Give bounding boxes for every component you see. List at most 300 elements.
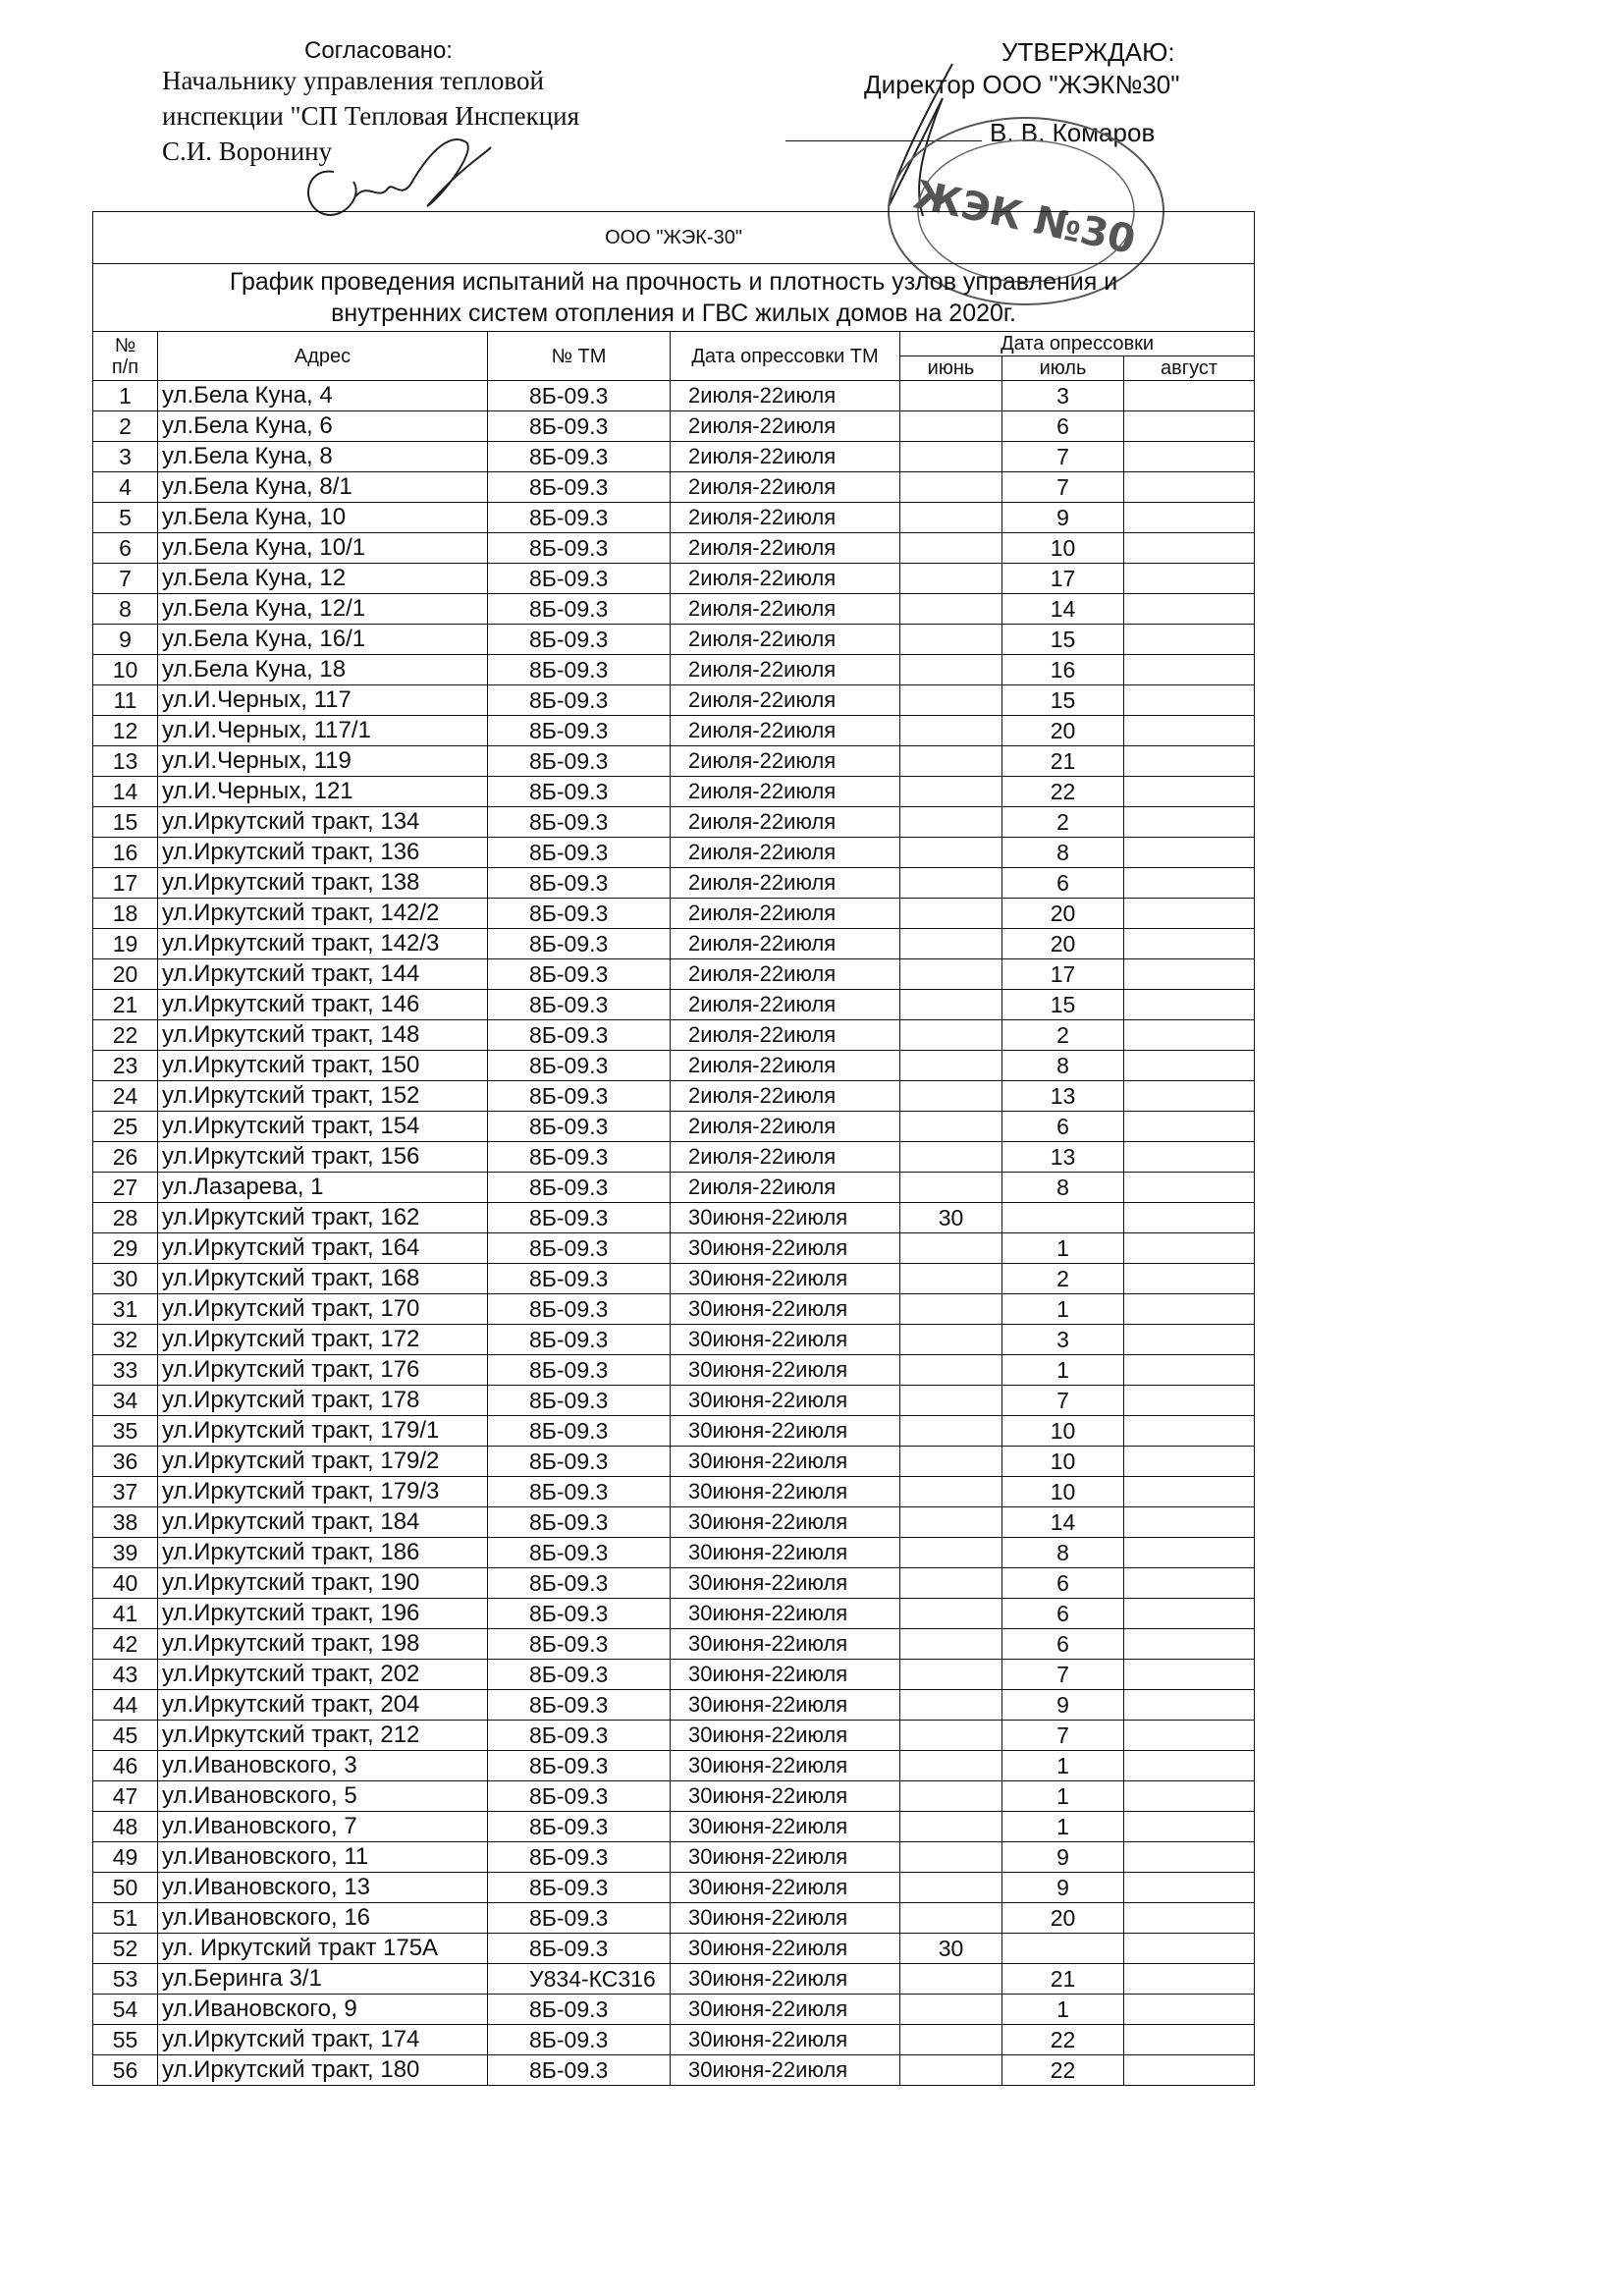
- row-number: 27: [93, 1173, 158, 1203]
- row-date: 30июня-22июля: [671, 1477, 900, 1507]
- table-row: [93, 1873, 1255, 1903]
- row-number: 51: [93, 1903, 158, 1934]
- row-tm: 8Б-09.3: [488, 1721, 671, 1751]
- row-august: [1124, 1568, 1255, 1599]
- table-row: [93, 1842, 1255, 1873]
- row-date: 2июля-22июля: [671, 1020, 900, 1051]
- row-tm: 8Б-09.3: [488, 777, 671, 807]
- table-row: [93, 472, 1255, 503]
- row-date: 2июля-22июля: [671, 716, 900, 746]
- row-tm: 8Б-09.3: [488, 1873, 671, 1903]
- row-tm: 8Б-09.3: [488, 1842, 671, 1873]
- row-august: [1124, 564, 1255, 594]
- table-row: [93, 1812, 1255, 1842]
- stamp-text: ЖЭК №30: [909, 172, 1140, 264]
- row-june: [900, 1751, 1002, 1781]
- row-date: 30июня-22июля: [671, 1355, 900, 1386]
- row-number: 11: [93, 685, 158, 716]
- row-july: 16: [1002, 655, 1124, 685]
- table-row: [93, 2025, 1255, 2055]
- row-number: 8: [93, 594, 158, 625]
- row-june: [900, 1721, 1002, 1751]
- row-date: 2июля-22июля: [671, 503, 900, 533]
- row-july: 1: [1002, 1751, 1124, 1781]
- row-address: ул.Иркутский тракт, 136: [158, 838, 488, 868]
- row-address: ул.Иркутский тракт, 142/3: [158, 929, 488, 959]
- row-address: ул.Бела Куна, 10/1: [158, 533, 488, 564]
- row-address: ул.Иркутский тракт, 174: [158, 2025, 488, 2055]
- row-july: 8: [1002, 838, 1124, 868]
- row-june: [900, 1264, 1002, 1294]
- table-row: [93, 777, 1255, 807]
- row-tm: 8Б-09.3: [488, 472, 671, 503]
- row-tm: 8Б-09.3: [488, 959, 671, 990]
- row-date: 2июля-22июля: [671, 472, 900, 503]
- row-august: [1124, 594, 1255, 625]
- row-tm: 8Б-09.3: [488, 1934, 671, 1964]
- row-august: [1124, 1294, 1255, 1325]
- row-june: [900, 1112, 1002, 1142]
- row-number: 45: [93, 1721, 158, 1751]
- table-row: [93, 929, 1255, 959]
- row-date: 2июля-22июля: [671, 564, 900, 594]
- table-row: [93, 807, 1255, 838]
- row-august: [1124, 381, 1255, 411]
- table-body: [93, 381, 1255, 2086]
- row-address: ул.Иркутский тракт, 156: [158, 1142, 488, 1173]
- row-august: [1124, 1325, 1255, 1355]
- row-date: 30июня-22июля: [671, 1751, 900, 1781]
- row-address: ул.Иркутский тракт, 152: [158, 1081, 488, 1112]
- row-address: ул.Иркутский тракт, 180: [158, 2055, 488, 2086]
- row-number: 25: [93, 1112, 158, 1142]
- row-tm: 8Б-09.3: [488, 2055, 671, 2086]
- row-address: ул.Иркутский тракт, 186: [158, 1538, 488, 1568]
- row-july: 9: [1002, 1873, 1124, 1903]
- row-address: ул.Иркутский тракт, 190: [158, 1568, 488, 1599]
- table-row: [93, 1325, 1255, 1355]
- table-row: [93, 1934, 1255, 1964]
- row-date: 2июля-22июля: [671, 533, 900, 564]
- row-june: [900, 1873, 1002, 1903]
- row-july: 21: [1002, 746, 1124, 777]
- row-tm: 8Б-09.3: [488, 1416, 671, 1447]
- row-august: [1124, 1507, 1255, 1538]
- row-number: 43: [93, 1660, 158, 1690]
- row-june: 30: [900, 1203, 1002, 1233]
- row-address: ул.Беринга 3/1: [158, 1964, 488, 1995]
- row-august: [1124, 1386, 1255, 1416]
- table-row: [93, 1355, 1255, 1386]
- row-tm: 8Б-09.3: [488, 1751, 671, 1781]
- row-june: [900, 1781, 1002, 1812]
- row-june: [900, 503, 1002, 533]
- row-date: 2июля-22июля: [671, 838, 900, 868]
- row-address: ул.Ивановского, 11: [158, 1842, 488, 1873]
- table-row: [93, 533, 1255, 564]
- row-july: 15: [1002, 990, 1124, 1020]
- row-address: ул.Иркутский тракт, 176: [158, 1355, 488, 1386]
- row-tm: 8Б-09.3: [488, 594, 671, 625]
- confirm-label: УТВЕРЖДАЮ:: [1001, 37, 1175, 67]
- row-date: 30июня-22июля: [671, 1629, 900, 1660]
- row-june: [900, 899, 1002, 929]
- row-june: [900, 2025, 1002, 2055]
- row-june: [900, 1538, 1002, 1568]
- row-number: 10: [93, 655, 158, 685]
- table-row: [93, 655, 1255, 685]
- row-july: 8: [1002, 1051, 1124, 1081]
- row-august: [1124, 1751, 1255, 1781]
- row-tm: 8Б-09.3: [488, 1203, 671, 1233]
- row-tm: 8Б-09.3: [488, 1690, 671, 1721]
- row-number: 17: [93, 868, 158, 899]
- row-june: [900, 838, 1002, 868]
- row-july: 1: [1002, 1812, 1124, 1842]
- row-june: [900, 1599, 1002, 1629]
- row-date: 2июля-22июля: [671, 1051, 900, 1081]
- row-address: ул.Иркутский тракт, 179/3: [158, 1477, 488, 1507]
- row-august: [1124, 411, 1255, 442]
- row-number: 32: [93, 1325, 158, 1355]
- table-row: [93, 1386, 1255, 1416]
- row-tm: 8Б-09.3: [488, 685, 671, 716]
- row-july: 6: [1002, 1112, 1124, 1142]
- row-tm: 8Б-09.3: [488, 1660, 671, 1690]
- row-july: 6: [1002, 1599, 1124, 1629]
- row-june: [900, 1568, 1002, 1599]
- row-address: ул.Иркутский тракт, 202: [158, 1660, 488, 1690]
- row-july: 9: [1002, 503, 1124, 533]
- col-header-june: июнь: [900, 356, 1002, 381]
- table-row: [93, 1020, 1255, 1051]
- row-date: 2июля-22июля: [671, 868, 900, 899]
- row-date: 2июля-22июля: [671, 990, 900, 1020]
- col-header-august: август: [1124, 356, 1255, 381]
- row-august: [1124, 1842, 1255, 1873]
- table-row: [93, 899, 1255, 929]
- row-address: ул.Иркутский тракт, 134: [158, 807, 488, 838]
- row-number: 40: [93, 1568, 158, 1599]
- row-number: 19: [93, 929, 158, 959]
- row-august: [1124, 1873, 1255, 1903]
- row-august: [1124, 1599, 1255, 1629]
- row-tm: 8Б-09.3: [488, 1477, 671, 1507]
- table-row: [93, 381, 1255, 411]
- row-tm: 8Б-09.3: [488, 929, 671, 959]
- row-date: 30июня-22июля: [671, 1386, 900, 1416]
- table-row: [93, 1995, 1255, 2025]
- row-address: ул.Ивановского, 9: [158, 1995, 488, 2025]
- table-row: [93, 838, 1255, 868]
- row-date: 2июля-22июля: [671, 929, 900, 959]
- row-june: [900, 777, 1002, 807]
- row-tm: 8Б-09.3: [488, 838, 671, 868]
- row-august: [1124, 1903, 1255, 1934]
- row-july: 8: [1002, 1173, 1124, 1203]
- col-header-group: Дата опрессовки: [900, 332, 1255, 356]
- row-date: 2июля-22июля: [671, 411, 900, 442]
- row-number: 16: [93, 838, 158, 868]
- row-june: [900, 411, 1002, 442]
- row-number: 30: [93, 1264, 158, 1294]
- row-july: [1002, 1203, 1124, 1233]
- table-row: [93, 1142, 1255, 1173]
- row-august: [1124, 1690, 1255, 1721]
- row-july: 13: [1002, 1081, 1124, 1112]
- row-number: 6: [93, 533, 158, 564]
- org-row: [93, 212, 1255, 264]
- row-date: 30июня-22июля: [671, 1203, 900, 1233]
- row-date: 30июня-22июля: [671, 1903, 900, 1934]
- row-july: 20: [1002, 716, 1124, 746]
- row-date: 30июня-22июля: [671, 1416, 900, 1447]
- row-number: 29: [93, 1233, 158, 1264]
- row-july: 10: [1002, 1416, 1124, 1447]
- row-june: [900, 1447, 1002, 1477]
- row-address: ул.Иркутский тракт, 144: [158, 959, 488, 990]
- row-address: ул.Иркутский тракт, 138: [158, 868, 488, 899]
- table-row: [93, 1477, 1255, 1507]
- row-july: 20: [1002, 929, 1124, 959]
- table-row: [93, 1629, 1255, 1660]
- row-august: [1124, 1964, 1255, 1995]
- row-tm: 8Б-09.3: [488, 655, 671, 685]
- row-august: [1124, 1477, 1255, 1507]
- row-address: ул.Иркутский тракт, 142/2: [158, 899, 488, 929]
- row-number: 2: [93, 411, 158, 442]
- col-header-tm: № ТМ: [488, 332, 671, 381]
- row-july: 1: [1002, 1781, 1124, 1812]
- row-august: [1124, 1629, 1255, 1660]
- row-date: 30июня-22июля: [671, 1873, 900, 1903]
- row-july: 14: [1002, 594, 1124, 625]
- table-row: [93, 1964, 1255, 1995]
- row-july: 10: [1002, 533, 1124, 564]
- row-july: 15: [1002, 625, 1124, 655]
- row-address: ул.Иркутский тракт, 170: [158, 1294, 488, 1325]
- row-number: 46: [93, 1751, 158, 1781]
- row-june: [900, 1294, 1002, 1325]
- row-july: 15: [1002, 685, 1124, 716]
- row-tm: 8Б-09.3: [488, 1051, 671, 1081]
- row-tm: 8Б-09.3: [488, 899, 671, 929]
- table-row: [93, 1568, 1255, 1599]
- row-date: 2июля-22июля: [671, 1112, 900, 1142]
- row-july: 1: [1002, 1355, 1124, 1386]
- row-august: [1124, 1081, 1255, 1112]
- row-june: [900, 1903, 1002, 1934]
- row-tm: 8Б-09.3: [488, 1264, 671, 1294]
- table-row: [93, 1112, 1255, 1142]
- row-august: [1124, 807, 1255, 838]
- table-row: [93, 959, 1255, 990]
- row-tm: 8Б-09.3: [488, 1507, 671, 1538]
- row-tm: 8Б-09.3: [488, 2025, 671, 2055]
- row-tm: 8Б-09.3: [488, 1294, 671, 1325]
- row-july: 10: [1002, 1447, 1124, 1477]
- row-date: 30июня-22июля: [671, 1599, 900, 1629]
- row-july: 7: [1002, 1660, 1124, 1690]
- col-header-address: Адрес: [158, 332, 488, 381]
- row-june: [900, 472, 1002, 503]
- row-tm: 8Б-09.3: [488, 1538, 671, 1568]
- row-tm: 8Б-09.3: [488, 1629, 671, 1660]
- document-title: [93, 264, 1255, 332]
- row-august: [1124, 1020, 1255, 1051]
- row-number: 21: [93, 990, 158, 1020]
- row-july: 6: [1002, 411, 1124, 442]
- row-address: ул.Ивановского, 5: [158, 1781, 488, 1812]
- row-address: ул.И.Черных, 119: [158, 746, 488, 777]
- row-number: 1: [93, 381, 158, 411]
- row-tm: 8Б-09.3: [488, 1447, 671, 1477]
- row-july: 6: [1002, 1629, 1124, 1660]
- row-date: 30июня-22июля: [671, 1964, 900, 1995]
- row-june: [900, 1142, 1002, 1173]
- row-july: 10: [1002, 1477, 1124, 1507]
- row-number: 31: [93, 1294, 158, 1325]
- row-tm: 8Б-09.3: [488, 1233, 671, 1264]
- row-date: 30июня-22июля: [671, 2025, 900, 2055]
- table-row: [93, 1203, 1255, 1233]
- row-july: 2: [1002, 1264, 1124, 1294]
- row-august: [1124, 503, 1255, 533]
- row-august: [1124, 1781, 1255, 1812]
- row-tm: 8Б-09.3: [488, 1568, 671, 1599]
- row-tm: 8Б-09.3: [488, 1781, 671, 1812]
- row-july: 6: [1002, 868, 1124, 899]
- row-august: [1124, 1538, 1255, 1568]
- row-number: 15: [93, 807, 158, 838]
- row-june: [900, 1081, 1002, 1112]
- row-address: ул.Иркутский тракт, 198: [158, 1629, 488, 1660]
- table-row: [93, 1051, 1255, 1081]
- row-june: [900, 685, 1002, 716]
- row-july: 9: [1002, 1842, 1124, 1873]
- row-address: ул.Бела Куна, 12/1: [158, 594, 488, 625]
- row-date: 30июня-22июля: [671, 1690, 900, 1721]
- title-line-2: внутренних систем отопления и ГВС жилых домов на 2020г.: [331, 300, 1016, 327]
- row-number: 53: [93, 1964, 158, 1995]
- row-date: 2июля-22июля: [671, 807, 900, 838]
- table-row: [93, 1447, 1255, 1477]
- header-row-1: [93, 332, 1255, 356]
- row-address: ул.Иркутский тракт, 179/1: [158, 1416, 488, 1447]
- row-august: [1124, 777, 1255, 807]
- row-number: 36: [93, 1447, 158, 1477]
- row-address: ул.Иркутский тракт, 162: [158, 1203, 488, 1233]
- table-row: [93, 868, 1255, 899]
- table-row: [93, 503, 1255, 533]
- row-july: 2: [1002, 1020, 1124, 1051]
- row-number: 35: [93, 1416, 158, 1447]
- row-address: ул.Бела Куна, 4: [158, 381, 488, 411]
- row-address: ул.Иркутский тракт, 154: [158, 1112, 488, 1142]
- row-number: 37: [93, 1477, 158, 1507]
- row-june: [900, 716, 1002, 746]
- row-june: [900, 959, 1002, 990]
- row-june: [900, 807, 1002, 838]
- table-row: [93, 1903, 1255, 1934]
- row-number: 50: [93, 1873, 158, 1903]
- row-august: [1124, 1995, 1255, 2025]
- row-tm: 8Б-09.3: [488, 1173, 671, 1203]
- row-tm: 8Б-09.3: [488, 746, 671, 777]
- row-august: [1124, 929, 1255, 959]
- table-row: [93, 1751, 1255, 1781]
- row-june: [900, 1842, 1002, 1873]
- row-date: 2июля-22июля: [671, 685, 900, 716]
- row-address: ул.И.Черных, 121: [158, 777, 488, 807]
- col-header-num: № п/п: [93, 332, 158, 381]
- row-june: [900, 1386, 1002, 1416]
- row-address: ул.Иркутский тракт, 179/2: [158, 1447, 488, 1477]
- row-address: ул.Иркутский тракт, 168: [158, 1264, 488, 1294]
- row-date: 30июня-22июля: [671, 1447, 900, 1477]
- row-number: 33: [93, 1355, 158, 1386]
- approve-line-2: инспекции "СП Тепловая Инспекция: [162, 101, 580, 131]
- row-date: 2июля-22июля: [671, 381, 900, 411]
- row-june: [900, 1660, 1002, 1690]
- approve-label: Согласовано:: [304, 37, 453, 64]
- row-number: 18: [93, 899, 158, 929]
- row-number: 48: [93, 1812, 158, 1842]
- row-july: 2: [1002, 807, 1124, 838]
- row-number: 41: [93, 1599, 158, 1629]
- table-row: [93, 1690, 1255, 1721]
- row-tm: 8Б-09.3: [488, 1020, 671, 1051]
- row-date: 30июня-22июля: [671, 1995, 900, 2025]
- row-date: 30июня-22июля: [671, 1264, 900, 1294]
- row-august: [1124, 1934, 1255, 1964]
- table-row: [93, 1294, 1255, 1325]
- row-june: [900, 1233, 1002, 1264]
- row-date: 30июня-22июля: [671, 1934, 900, 1964]
- table-row: [93, 1538, 1255, 1568]
- row-tm: 8Б-09.3: [488, 716, 671, 746]
- row-june: [900, 746, 1002, 777]
- table-row: [93, 1507, 1255, 1538]
- row-june: [900, 929, 1002, 959]
- row-number: 23: [93, 1051, 158, 1081]
- col-header-date: Дата опрессовки ТМ: [671, 332, 900, 381]
- row-date: 2июля-22июля: [671, 959, 900, 990]
- table-row: [93, 1721, 1255, 1751]
- approve-line-1: Начальнику управления тепловой: [162, 66, 544, 95]
- row-august: [1124, 838, 1255, 868]
- table-row: [93, 625, 1255, 655]
- row-august: [1124, 1051, 1255, 1081]
- row-number: 5: [93, 503, 158, 533]
- row-tm: 8Б-09.3: [488, 868, 671, 899]
- row-number: 22: [93, 1020, 158, 1051]
- table-row: [93, 1233, 1255, 1264]
- row-address: ул.Бела Куна, 8: [158, 442, 488, 472]
- row-august: [1124, 716, 1255, 746]
- row-number: 14: [93, 777, 158, 807]
- row-august: [1124, 1812, 1255, 1842]
- row-tm: 8Б-09.3: [488, 533, 671, 564]
- row-address: ул.Иркутский тракт, 164: [158, 1233, 488, 1264]
- row-tm: 8Б-09.3: [488, 381, 671, 411]
- row-june: [900, 1964, 1002, 1995]
- schedule-document: [92, 211, 1254, 2086]
- row-address: ул.Иркутский тракт, 204: [158, 1690, 488, 1721]
- table-row: [93, 442, 1255, 472]
- row-address: ул.Бела Куна, 18: [158, 655, 488, 685]
- row-date: 30июня-22июля: [671, 1538, 900, 1568]
